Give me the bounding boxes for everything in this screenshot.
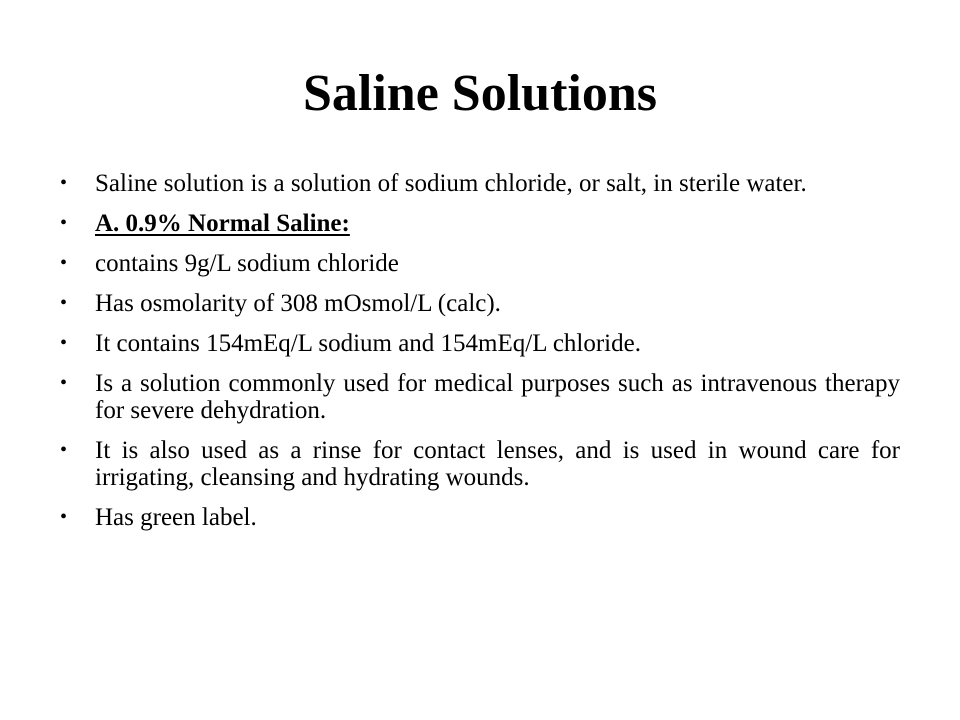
bullet-icon: • [60,506,68,528]
bullet-icon: • [60,252,68,274]
bullet-item-osmolarity [60,290,900,317]
bullet-text: Has green label. [95,504,257,531]
bullet-icon: • [60,172,68,194]
slide-title: Saline Solutions [302,65,658,122]
bullet-item-definition [60,170,900,197]
bullet-icon: • [60,212,68,234]
bullet-item-section-heading [60,210,900,237]
bullet-list [60,170,900,544]
bullet-text: It contains 154mEq/L sodium and 154mEq/L chloride. [95,330,641,357]
bullet-icon: • [60,332,68,354]
bullet-item-medical-use [60,370,900,424]
bullet-icon: • [60,292,68,314]
bullet-text: contains 9g/L sodium chloride [95,250,399,277]
bullet-text: Has osmolarity of 308 mOsmol/L (calc). [95,290,501,317]
bullet-icon: • [60,372,68,394]
section-heading: A. 0.9% Normal Saline: [95,210,350,237]
bullet-icon: • [60,439,68,461]
bullet-text: It is also used as a rinse for contact lenses, and is used in wound care for irrigating, cleansing and hydrating wounds. [95,437,900,491]
bullet-text: Saline solution is a solution of sodium chloride, or salt, in sterile water. [95,170,807,197]
bullet-item-label-color [60,504,900,531]
bullet-item-electrolytes [60,330,900,357]
bullet-item-other-uses [60,437,900,491]
bullet-text: Is a solution commonly used for medical purposes such as intravenous therapy for severe dehydration. [95,370,900,424]
bullet-item-concentration [60,250,900,277]
